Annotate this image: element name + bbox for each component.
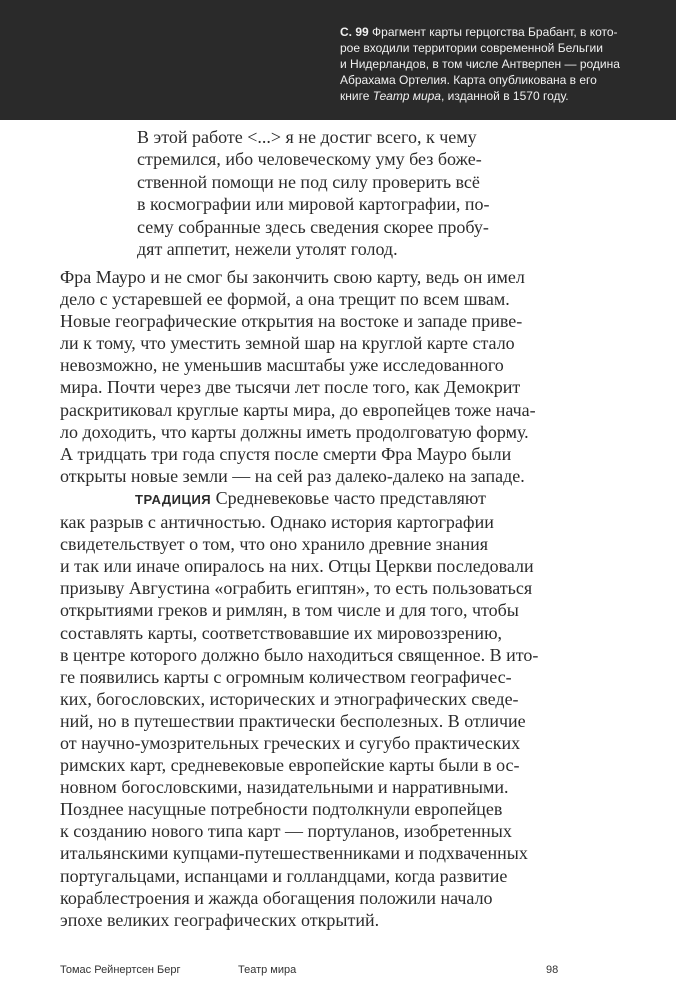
section-first-line	[60, 487, 560, 511]
body-text	[60, 266, 560, 931]
caption-label: С. 99	[340, 25, 369, 39]
body-line: ли к тому, что уместить земной шар на круглой карте стало	[60, 333, 515, 354]
body-line: эпохе великих географических открытий.	[60, 909, 380, 930]
body-line: А тридцать три года спустя после смерти Фра Мауро были	[60, 443, 512, 464]
body-line: к созданию нового типа карт — портуланов, изобретенных	[60, 821, 512, 842]
footer-book-title: Театр мира	[238, 964, 297, 976]
quote-line: В этой работе <...> я не достиг всего, к чему	[137, 127, 477, 147]
body-line: кораблестроения и жажда обогащения положили начало	[60, 887, 493, 908]
quote-line: стремился, ибо человеческому уму без боже-	[137, 149, 482, 170]
body-line: и так или иначе опиралось на них. Отцы Церкви последовали	[60, 556, 534, 577]
body-line: новном богословскими, назидательными и нарративными.	[60, 777, 509, 798]
image-caption	[340, 24, 640, 104]
body-line: открытиями греков и римлян, в том числе и для того, чтобы	[60, 600, 519, 621]
caption-band	[0, 0, 676, 120]
body-line: как разрыв с античностью. Однако история картографии	[60, 512, 494, 533]
body-line: призыву Августина «ограбить египтян», то есть пользоваться	[60, 578, 533, 599]
body-line: дело с устаревшей ее формой, а она трещит по всем швам.	[60, 289, 510, 310]
body-line: открыты новые земли — на сей раз далеко-далеко на западе.	[60, 465, 525, 486]
body-line: португальцами, испанцами и голландцами, когда развитие	[60, 865, 508, 886]
quote-line: ственной помощи не под силу проверить всё	[137, 171, 480, 192]
body-line: составлять карты, соответствовавшие их мировоззрению,	[60, 622, 503, 643]
section-heading: ТРАДИЦИЯ	[135, 491, 212, 507]
body-line: от научно-умозрительных греческих и сугубо практических	[60, 732, 521, 753]
epigraph-quote	[137, 126, 537, 260]
page-number: 98	[546, 964, 559, 976]
body-line: ких, богословских, исторических и этнографических сведе-	[60, 688, 519, 709]
caption-line: и Нидерландов, в том числе Антверпен — родина	[340, 57, 620, 71]
caption-line: рое входили территории современной Бельгии	[340, 41, 603, 55]
caption-line: Абрахама Ортелия. Карта опубликована в его	[340, 73, 597, 87]
body-line: ло доходить, что карты должны иметь продолговатую форму.	[60, 421, 529, 442]
body-line: мира. Почти через две тысячи лет после того, как Демокрит	[60, 377, 521, 398]
body-line: невозможно, не уменьшив масштабы уже исследованного	[60, 355, 504, 376]
caption-line: , изданной в 1570 году.	[440, 89, 569, 103]
body-line: в центре которого должно было находиться священное. В ито-	[60, 644, 539, 665]
caption-line: книге	[340, 89, 373, 103]
body-line: Новые географические открытия на востоке и западе приве-	[60, 311, 523, 332]
body-line: итальянскими купцами-путешественниками и подхваченных	[60, 843, 528, 864]
body-line: раскритиковал круглые карты мира, до европейцев тоже нача-	[60, 399, 536, 420]
body-line: свидетельствует о том, что оно хранило древние знания	[60, 534, 489, 555]
quote-line: в космографии или мировой картографии, по-	[137, 194, 490, 215]
body-line: ге появились карты с огромным количеством географичес-	[60, 666, 512, 687]
quote-line: дят аппетит, нежели утолят голод.	[137, 239, 398, 260]
body-line: Средневековье часто представляют	[211, 487, 486, 508]
caption-book-title: Театр мира	[372, 89, 441, 103]
body-line: Позднее насущные потребности подтолкнули европейцев	[60, 799, 503, 820]
footer-author: Томас Рейнертсен Берг	[60, 964, 181, 976]
body-line: ний, но в путешествии практически бесполезных. В отличие	[60, 710, 526, 731]
quote-line: сему собранные здесь сведения скорее пробу-	[137, 216, 489, 237]
caption-line: Фрагмент карты герцогства Брабант, в кото-	[372, 25, 618, 39]
body-line: Фра Мауро и не смог бы закончить свою карту, ведь он имел	[60, 267, 525, 287]
body-line: римских карт, средневековые европейские карты были в ос-	[60, 755, 520, 776]
